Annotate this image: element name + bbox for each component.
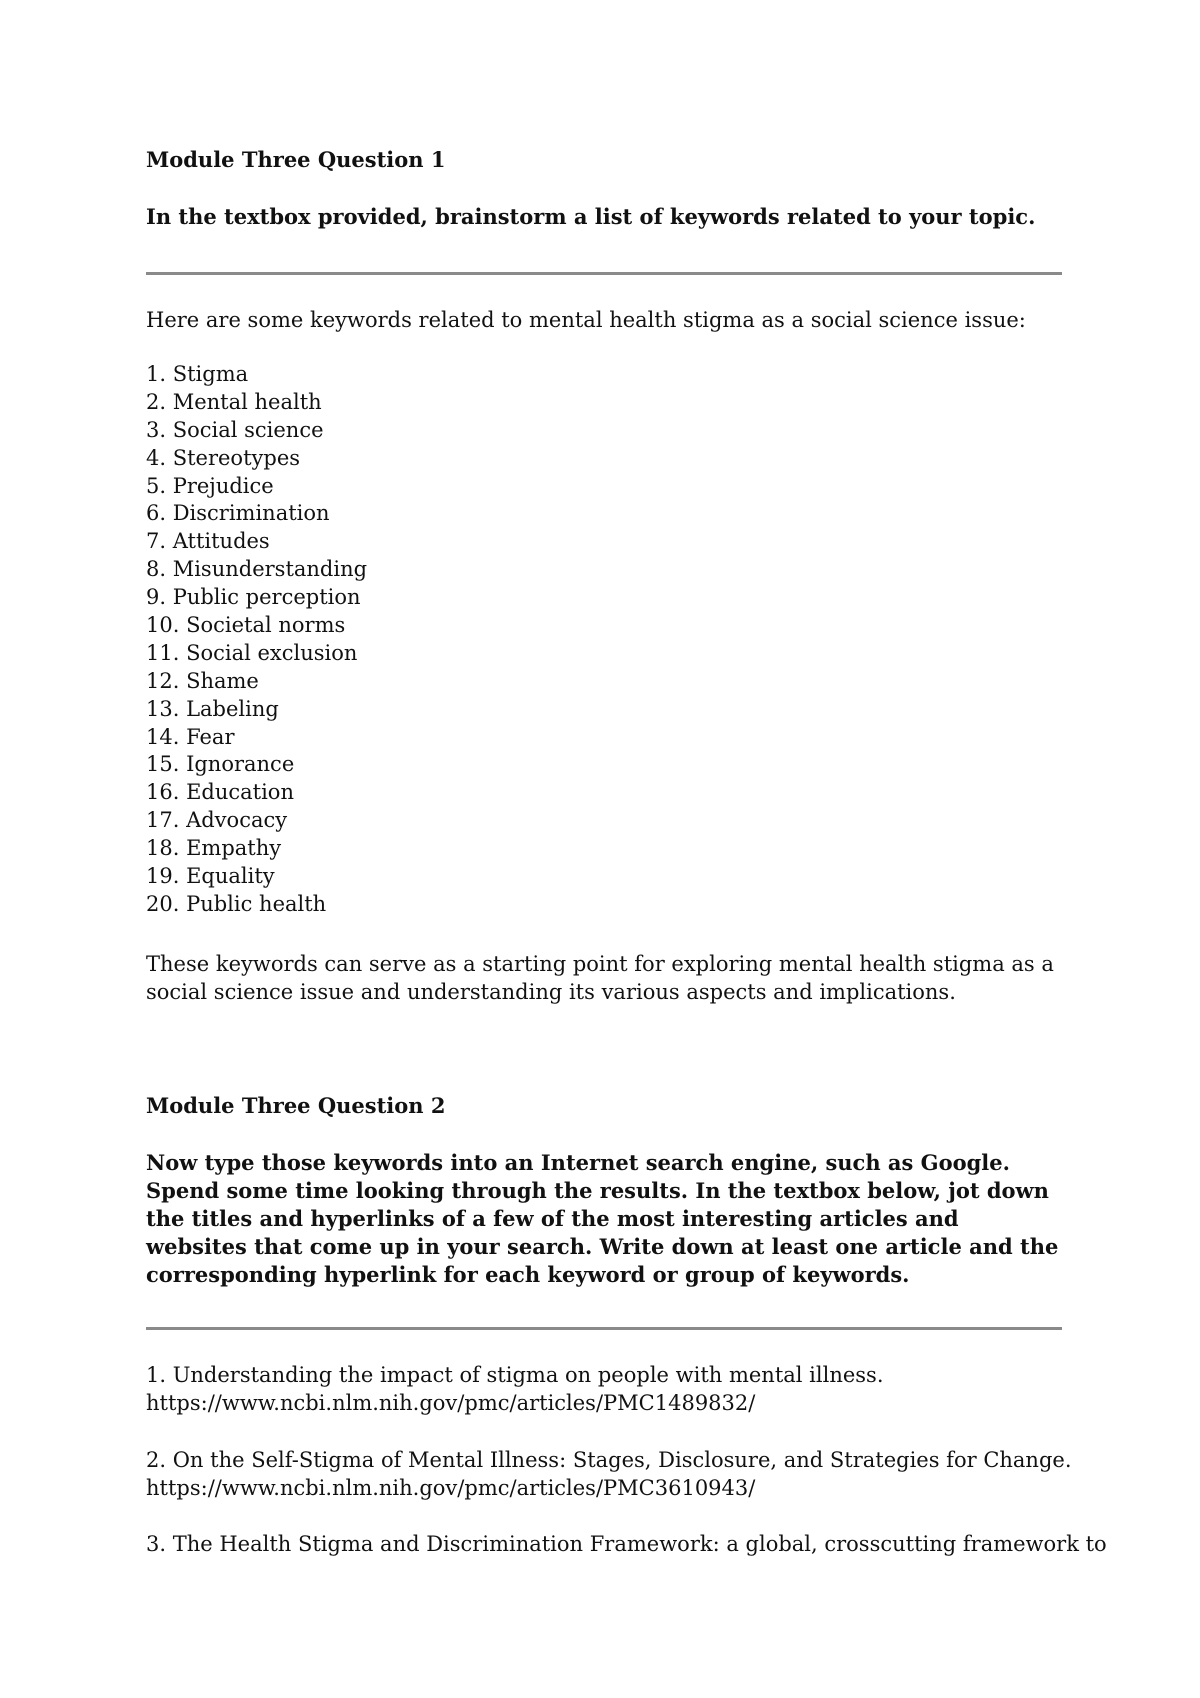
q2-heading: Module Three Question 2 bbox=[146, 1093, 446, 1118]
q1-conclusion: These keywords can serve as a starting point for exploring mental health stigma as a social science issue and understanding its various aspects and implications. bbox=[146, 952, 1054, 1004]
article-entry bbox=[146, 1446, 1072, 1502]
article-title: 2. On the Self-Stigma of Mental Illness: Stages, Disclosure, and Strategies for Change. bbox=[146, 1448, 1072, 1472]
keyword-item: 4. Stereotypes bbox=[146, 445, 301, 470]
keyword-item: 2. Mental health bbox=[146, 389, 322, 414]
document-page bbox=[146, 0, 1107, 1698]
article-entry bbox=[146, 1530, 1107, 1558]
keyword-item: 20. Public health bbox=[146, 891, 327, 916]
article-link[interactable]: https://www.ncbi.nlm.nih.gov/pmc/articles/PMC3610943/ bbox=[146, 1476, 756, 1500]
article-title: 1. Understanding the impact of stigma on people with mental illness. bbox=[146, 1363, 884, 1387]
article-entry bbox=[146, 1361, 1062, 1417]
keyword-item: 19. Equality bbox=[146, 864, 275, 889]
keyword-item: 11. Social exclusion bbox=[146, 640, 358, 665]
keyword-item: 18. Empathy bbox=[146, 836, 282, 861]
keyword-item: 9. Public perception bbox=[146, 585, 361, 610]
q2-prompt: Now type those keywords into an Internet search engine, such as Google. Spend some time looking through the results. In the textbox below, jot down the titles and hyperlinks of a few of the most interesting articles and websites that come up in your search. Write down at least one article and the corresponding hyperlink for each keyword or group of keywords. bbox=[146, 1150, 1059, 1287]
article-title: 3. The Health Stigma and Discrimination Framework: a global, crosscutting framework to bbox=[146, 1532, 1107, 1556]
keyword-item: 3. Social science bbox=[146, 417, 324, 442]
keyword-item: 12. Shame bbox=[146, 668, 259, 693]
keyword-item: 10. Societal norms bbox=[146, 613, 346, 638]
keyword-item: 16. Education bbox=[146, 780, 294, 805]
q1-prompt: In the textbox provided, brainstorm a list of keywords related to your topic. bbox=[146, 204, 1036, 229]
q1-divider bbox=[146, 272, 1062, 275]
keyword-item: 8. Misunderstanding bbox=[146, 557, 368, 582]
article-link[interactable]: https://www.ncbi.nlm.nih.gov/pmc/articles/PMC1489832/ bbox=[146, 1391, 756, 1415]
keyword-item: 14. Fear bbox=[146, 724, 235, 749]
keyword-list bbox=[146, 361, 367, 919]
q1-heading: Module Three Question 1 bbox=[146, 147, 446, 172]
keyword-item: 1. Stigma bbox=[146, 362, 249, 386]
q2-divider bbox=[146, 1327, 1062, 1330]
keyword-item: 17. Advocacy bbox=[146, 808, 288, 833]
keyword-item: 7. Attitudes bbox=[146, 529, 270, 554]
keyword-item: 5. Prejudice bbox=[146, 473, 274, 498]
keyword-item: 6. Discrimination bbox=[146, 501, 330, 526]
q1-intro: Here are some keywords related to mental health stigma as a social science issue: bbox=[146, 308, 1026, 332]
keyword-item: 15. Ignorance bbox=[146, 752, 295, 777]
keyword-item: 13. Labeling bbox=[146, 696, 279, 721]
